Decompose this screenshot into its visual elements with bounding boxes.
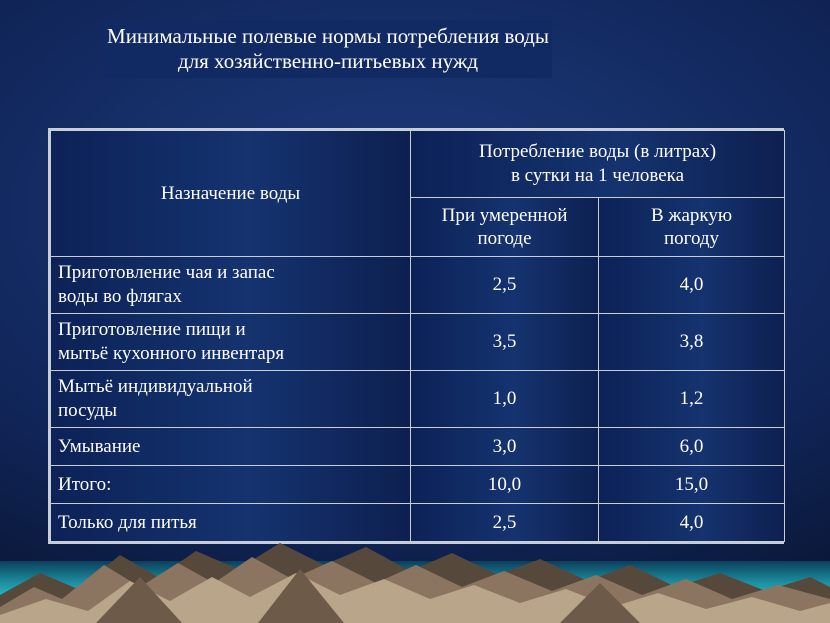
row-label-line-1: Мытьё индивидуальной — [58, 376, 253, 397]
cell-hot: 1,2 — [599, 371, 785, 428]
cell-moderate: 2,5 — [411, 257, 599, 314]
header-moderate-line-1: При умеренной — [441, 205, 568, 226]
table-row — [51, 428, 785, 466]
cell-moderate: 3,0 — [411, 428, 599, 466]
cell-hot: 3,8 — [599, 314, 785, 371]
table-row — [51, 371, 785, 428]
row-label — [51, 371, 411, 428]
mountain-silhouettes — [0, 503, 830, 623]
norms-table-container — [48, 128, 784, 544]
table-header-row-1 — [51, 131, 785, 198]
title-line-2: для хозяйственно-питьевых нужд — [177, 49, 479, 73]
row-label: Умывание — [51, 428, 411, 466]
header-consumption-line-1: Потребление воды (в литрах) — [478, 141, 717, 162]
cell-hot-total: 15,0 — [599, 466, 785, 504]
row-label-total: Итого: — [51, 466, 411, 504]
row-label-line-2: посуды — [58, 400, 118, 421]
table-row — [51, 466, 785, 504]
header-moderate-weather — [411, 198, 599, 257]
norms-table — [50, 130, 785, 542]
decorative-landscape — [0, 503, 830, 623]
cell-hot: 4,0 — [599, 257, 785, 314]
cell-moderate-total: 10,0 — [411, 466, 599, 504]
header-purpose: Назначение воды — [51, 131, 411, 257]
header-hot-line-1: В жаркую — [650, 205, 733, 226]
cell-hot: 4,0 — [599, 504, 785, 542]
cell-moderate: 1,0 — [411, 371, 599, 428]
row-label-line-1: Приготовление пищи и — [58, 319, 246, 340]
cell-moderate: 3,5 — [411, 314, 599, 371]
cell-hot: 6,0 — [599, 428, 785, 466]
row-label-line-2: воды во флягах — [58, 286, 182, 307]
header-hot-line-2: погоду — [663, 228, 720, 249]
row-label — [51, 314, 411, 371]
table-row — [51, 314, 785, 371]
row-label-line-1: Приготовление чая и запас — [58, 262, 275, 283]
cell-moderate: 2,5 — [411, 504, 599, 542]
header-consumption — [411, 131, 785, 198]
row-label-line-2: мытьё кухонного инвентаря — [58, 343, 285, 364]
header-hot-weather — [599, 198, 785, 257]
row-label — [51, 257, 411, 314]
table-row — [51, 257, 785, 314]
header-moderate-line-2: погоде — [477, 228, 532, 249]
slide-title — [104, 20, 552, 78]
row-label: Только для питья — [51, 504, 411, 542]
header-consumption-line-2: в сутки на 1 человека — [510, 165, 685, 186]
title-line-1: Минимальные полевые нормы потребления воды — [107, 24, 549, 48]
